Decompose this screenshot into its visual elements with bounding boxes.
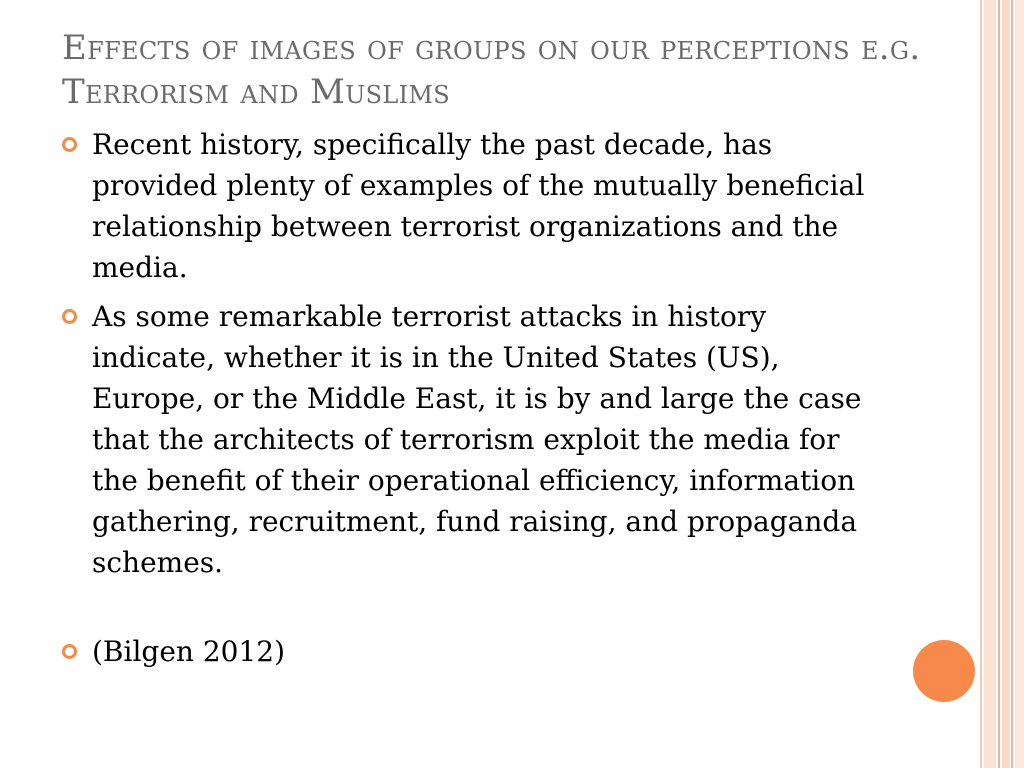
bullet-text: As some remarkable terrorist attacks in history indicate, whether it is in the United States (US), Europe, or the Middle East, it is by and large the case that the architects of terrorism exploit the media for the benefit of their operational efficiency, information gathering, recruitment, fund raising, and propaganda schemes. (92, 300, 862, 579)
stripe (980, 0, 982, 768)
ring-bullet-icon (62, 309, 77, 324)
right-edge-stripes (980, 0, 1024, 768)
ring-bullet-icon (62, 644, 77, 659)
stripe (998, 0, 1000, 768)
stripe (1011, 0, 1013, 768)
ring-bullet-icon (62, 137, 77, 152)
orange-circle-icon (913, 640, 975, 702)
bullet-item (62, 631, 882, 672)
bullet-text: Recent history, specifically the past decade, has provided plenty of examples of the mutually beneficial relationship between terrorist organizations and the media. (92, 128, 865, 284)
bullet-list (62, 124, 882, 680)
bullet-text: (Bilgen 2012) (92, 635, 286, 668)
stripe (1002, 0, 1010, 768)
bullet-item (62, 296, 882, 583)
stripe (1015, 0, 1024, 768)
stripe (984, 0, 996, 768)
slide-title: Effects of images of groups on our perceptions e.g. Terrorism and Muslims (62, 28, 921, 112)
bullet-item (62, 124, 882, 288)
